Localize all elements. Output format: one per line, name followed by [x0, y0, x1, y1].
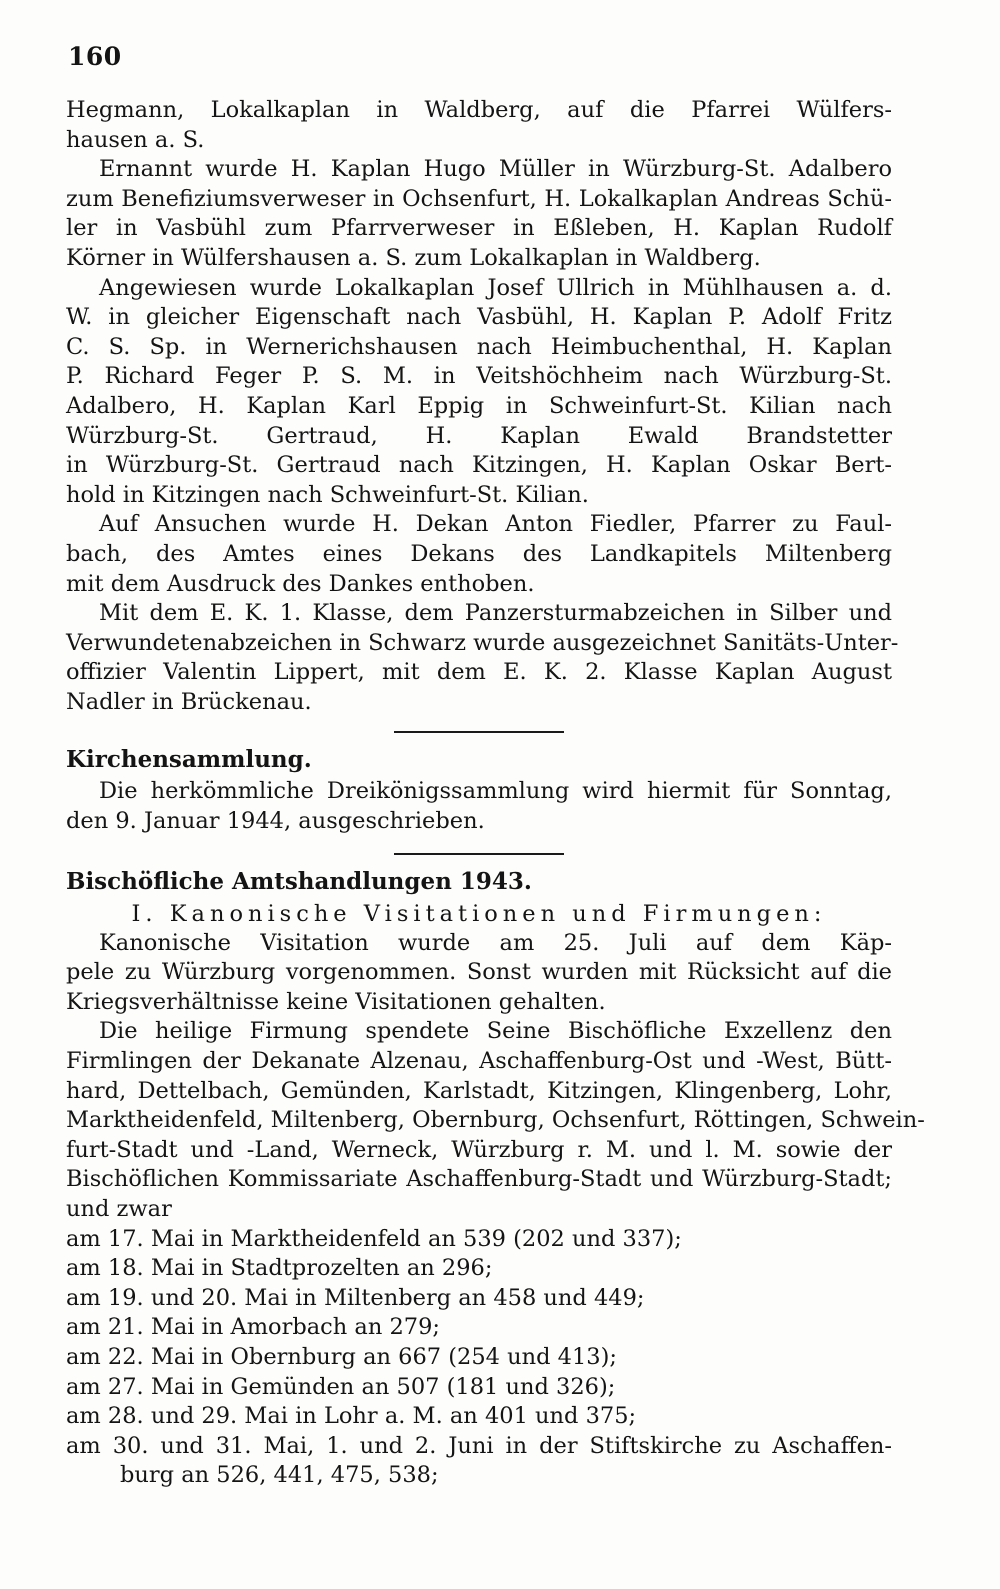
personnel-section	[66, 96, 899, 717]
episcopal-acts-section	[66, 865, 925, 1491]
text-line: C. S. Sp. in Wernerichshausen nach Heimbuchenthal, H. Kaplan	[66, 333, 892, 360]
text-line: Auf Ansuchen wurde H. Dekan Anton Fiedler, Pfarrer zu Faul-	[99, 511, 892, 538]
page-body	[66, 96, 925, 1491]
page-number: 160	[68, 42, 122, 71]
list-item: am 19. und 20. Mai in Miltenberg an 458 und 449;	[66, 1284, 645, 1311]
list-item: burg an 526, 441, 475, 538;	[120, 1462, 439, 1489]
list-item: am 27. Mai in Gemünden an 507 (181 und 326);	[66, 1373, 616, 1400]
text-line: zum Benefiziumsverweser in Ochsenfurt, H. Lokalkaplan Andreas Schü-	[66, 185, 892, 212]
list-item: am 22. Mai in Obernburg an 667 (254 und 413);	[66, 1343, 617, 1370]
text-line: mit dem Ausdruck des Dankes enthoben.	[66, 570, 535, 597]
text-line: Angewiesen wurde Lokalkaplan Josef Ullrich in Mühlhausen a. d.	[99, 274, 892, 301]
text-line: hard, Dettelbach, Gemünden, Karlstadt, Kitzingen, Klingenberg, Lohr,	[66, 1077, 892, 1104]
list-item: am 30. und 31. Mai, 1. und 2. Juni in der Stiftskirche zu Aschaffen-	[66, 1432, 892, 1459]
section-divider	[394, 731, 564, 733]
text-line: Kriegsverhältnisse keine Visitationen gehalten.	[66, 988, 606, 1015]
text-line: hold in Kitzingen nach Schweinfurt-St. Kilian.	[66, 481, 589, 508]
text-line: pele zu Würzburg vorgenommen. Sonst wurden mit Rücksicht auf die	[66, 959, 892, 986]
section-heading: Kirchensammlung.	[66, 746, 312, 774]
text-line: bach, des Amtes eines Dekans des Landkapitels Miltenberg	[66, 540, 892, 567]
text-line: Mit dem E. K. 1. Klasse, dem Panzersturmabzeichen in Silber und	[99, 600, 892, 627]
text-line: und zwar	[66, 1196, 172, 1222]
text-line: offizier Valentin Lippert, mit dem E. K. 2. Klasse Kaplan August	[66, 659, 892, 686]
text-line: P. Richard Feger P. S. M. in Veitshöchheim nach Würzburg-St.	[66, 363, 892, 390]
list-item: am 17. Mai in Marktheidenfeld an 539 (202 und 337);	[66, 1225, 682, 1252]
text-line: W. in gleicher Eigenschaft nach Vasbühl, H. Kaplan P. Adolf Fritz	[66, 304, 892, 331]
text-line: ler in Vasbühl zum Pfarrverweser in Eßleben, H. Kaplan Rudolf	[66, 215, 892, 242]
section-divider	[394, 853, 564, 855]
text-line: Verwundetenabzeichen in Schwarz wurde ausgezeichnet Sanitäts-Unter-	[66, 629, 899, 656]
collection-section	[66, 743, 892, 836]
text-line: Hegmann, Lokalkaplan in Waldberg, auf die Pfarrei Wülfers-	[66, 97, 892, 123]
list-item: am 28. und 29. Mai in Lohr a. M. an 401 und 375;	[66, 1403, 637, 1430]
text-line: Ernannt wurde H. Kaplan Hugo Müller in Würzburg-St. Adalbero	[99, 156, 892, 183]
section-subheading: I. Kanonische Visitationen und Firmungen:	[131, 900, 827, 927]
text-line: Die herkömmliche Dreikönigssammlung wird hiermit für Sonntag,	[99, 778, 892, 805]
text-line: Adalbero, H. Kaplan Karl Eppig in Schweinfurt-St. Kilian nach	[66, 392, 892, 419]
text-line: hausen a. S.	[66, 126, 205, 153]
text-line: Firmlingen der Dekanate Alzenau, Aschaffenburg-Ost und -West, Bütt-	[66, 1048, 892, 1075]
text-line: in Würzburg-St. Gertraud nach Kitzingen, H. Kaplan Oskar Bert-	[66, 452, 892, 479]
text-line: Nadler in Brückenau.	[66, 688, 312, 715]
text-line: Körner in Wülfershausen a. S. zum Lokalkaplan in Waldberg.	[66, 244, 761, 271]
text-line: den 9. Januar 1944, ausgeschrieben.	[66, 808, 485, 835]
text-line: Würzburg-St. Gertraud, H. Kaplan Ewald Brandstetter	[66, 422, 892, 449]
text-line: Marktheidenfeld, Miltenberg, Obernburg, Ochsenfurt, Röttingen, Schwein-	[66, 1107, 925, 1134]
text-line: furt-Stadt und -Land, Werneck, Würzburg r. M. und l. M. sowie der	[66, 1136, 892, 1163]
text-line: Die heilige Firmung spendete Seine Bischöfliche Exzellenz den	[99, 1018, 892, 1045]
text-line: Bischöflichen Kommissariate Aschaffenburg-Stadt und Würzburg-Stadt;	[66, 1166, 892, 1193]
section-heading: Bischöfliche Amtshandlungen 1943.	[66, 867, 532, 895]
text-line: Kanonische Visitation wurde am 25. Juli auf dem Käp-	[99, 929, 892, 956]
list-item: am 21. Mai in Amorbach an 279;	[66, 1314, 441, 1341]
confirmation-dates-list	[66, 1225, 892, 1491]
list-item: am 18. Mai in Stadtprozelten an 296;	[66, 1255, 493, 1282]
